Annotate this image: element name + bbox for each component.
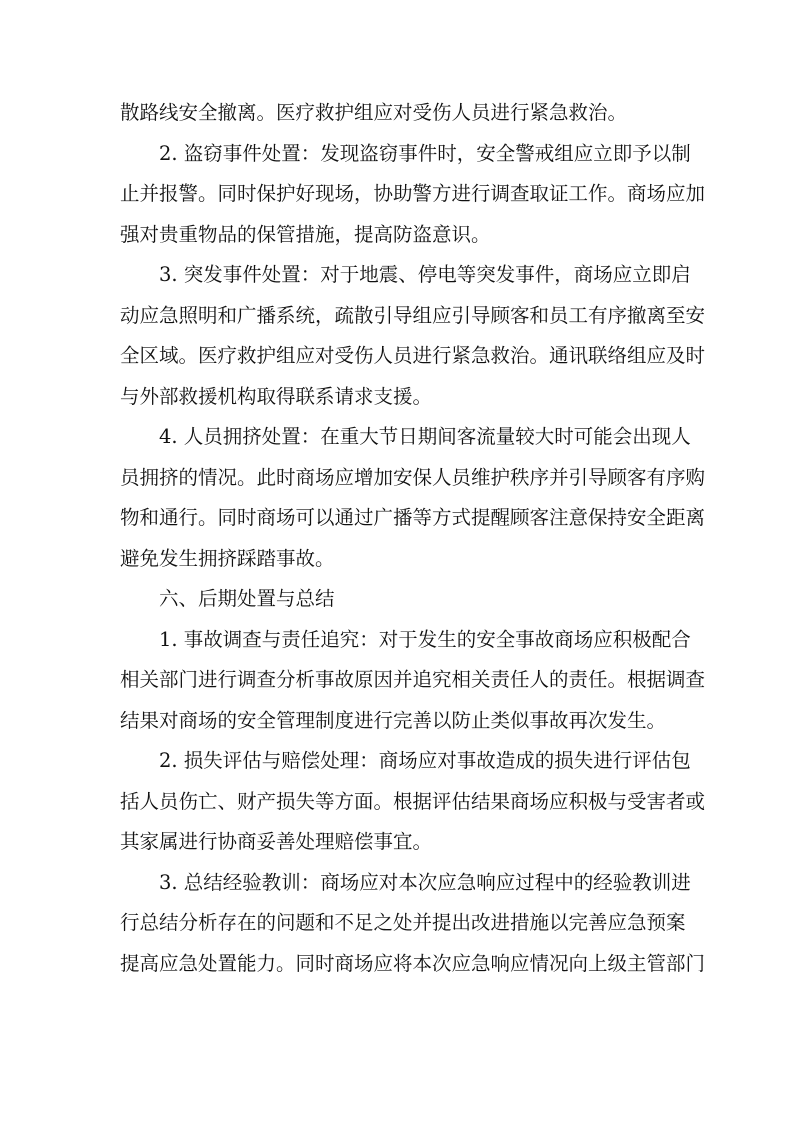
text-line: 括人员伤亡、财产损失等方面。根据评估结果商场应积极与受害者或 — [120, 789, 706, 813]
text-line: 散路线安全撤离。医疗救护组应对受伤人员进行紧急救治。 — [120, 101, 628, 124]
document-page — [120, 93, 706, 984]
text-line: 动应急照明和广播系统，疏散引导组应引导顾客和员工有序撤离至安 — [120, 303, 706, 327]
paragraph-lessons-learned — [120, 863, 706, 985]
paragraph-accident-investigation — [120, 620, 706, 742]
text-line: 行总结分析存在的问题和不足之处并提出改进措施以完善应急预案 — [120, 911, 686, 934]
paragraph-emergency-handling — [120, 255, 706, 417]
paragraph-evacuation-tail — [120, 93, 678, 134]
text-line: 与外部救援机构取得联系请求支援。 — [120, 384, 433, 408]
text-line: 结果对商场的安全管理制度进行完善以防止类似事故再次发生。 — [120, 708, 667, 732]
text-line: 1. 事故调查与责任追究：对于发生的安全事故商场应积极配合 — [159, 627, 691, 651]
text-line: 全区域。医疗救护组应对受伤人员进行紧急救治。通讯联络组应及时 — [120, 344, 706, 367]
section-heading — [120, 579, 678, 620]
text-line: 提高应急处置能力。同时商场应将本次应急响应情况向上级主管部门 — [120, 951, 706, 975]
text-line: 强对贵重物品的保管措施，提高防盗意识。 — [120, 222, 491, 246]
text-line: 3. 总结经验教训：商场应对本次应急响应过程中的经验教训进 — [159, 870, 691, 894]
text-line: 4. 人员拥挤处置：在重大节日期间客流量较大时可能会出现人 — [159, 425, 691, 448]
text-line: 2. 盗窃事件处置：发现盗窃事件时，安全警戒组应立即予以制 — [159, 141, 691, 165]
text-line: 相关部门进行调查分析事故原因并追究相关责任人的责任。根据调查 — [120, 668, 706, 691]
text-line: 3. 突发事件处置：对于地震、停电等突发事件，商场应立即启 — [159, 263, 691, 286]
text-line: 避免发生拥挤踩踏事故。 — [120, 546, 335, 570]
paragraph-theft-handling — [120, 134, 706, 256]
text-line: 物和通行。同时商场可以通过广播等方式提醒顾客注意保持安全距离 — [120, 506, 706, 529]
paragraph-loss-assessment — [120, 741, 706, 863]
paragraph-crowding-handling — [120, 417, 706, 579]
text-line: 止并报警。同时保护好现场，协助警方进行调查取证工作。商场应加 — [120, 182, 706, 205]
text-line: 2. 损失评估与赔偿处理：商场应对事故造成的损失进行评估包 — [159, 749, 691, 772]
text-line: 其家属进行协商妥善处理赔偿事宜。 — [120, 830, 433, 853]
section-title: 六、后期处置与总结 — [159, 587, 335, 610]
text-line: 员拥挤的情况。此时商场应增加安保人员维护秩序并引导顾客有序购 — [120, 465, 706, 489]
